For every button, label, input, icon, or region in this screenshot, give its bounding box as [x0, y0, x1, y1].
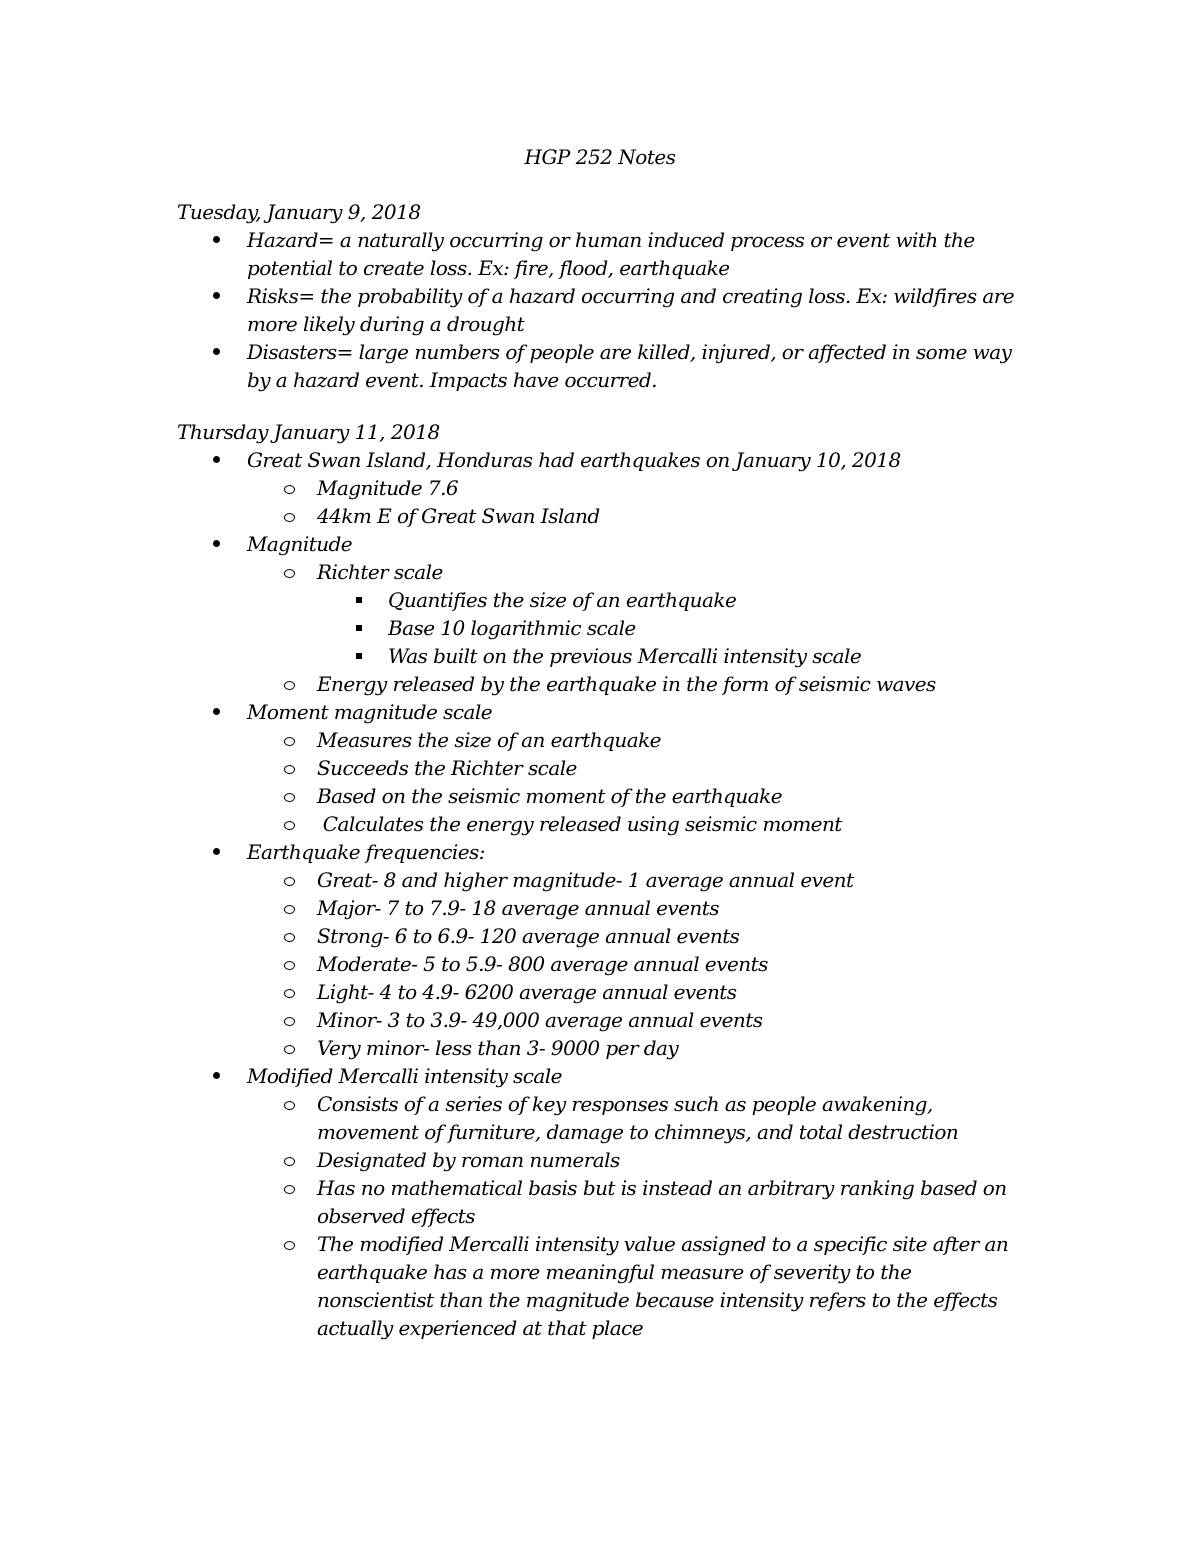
list-item	[0, 978, 1200, 1006]
list-item-text: Richter scale	[317, 560, 443, 584]
list-item-text: Magnitude 7.6	[317, 476, 459, 500]
list-item	[0, 614, 1200, 642]
bullet-circle-icon	[283, 558, 297, 586]
bullet-circle-icon	[283, 978, 297, 1006]
bullet-circle-icon	[283, 894, 297, 922]
list-item-text: Designated by roman numerals	[317, 1148, 620, 1172]
list-item	[0, 894, 1200, 922]
list-item-text: The modified Mercalli intensity value assigned to a specific site after an earthquake has a more meaningful measure of severity to the nonscientist than the magnitude because intensity refers to the effects actually experienced at that place	[317, 1232, 1009, 1340]
list-item-text: Consists of a series of key responses such as people awakening, movement of furniture, damage to chimneys, and total destruction	[317, 1092, 959, 1144]
list-item	[0, 698, 1200, 726]
list-item	[0, 1174, 1200, 1230]
list-item	[0, 446, 1200, 474]
bullet-circle-icon	[283, 1146, 297, 1174]
bullet-dot-icon	[212, 226, 222, 254]
list-item	[0, 502, 1200, 530]
list-item-text: Very minor- less than 3- 9000 per day	[317, 1036, 679, 1060]
bullet-circle-icon	[283, 810, 297, 838]
bullet-circle-icon	[283, 866, 297, 894]
list-item-text: Modified Mercalli intensity scale	[247, 1064, 562, 1088]
list-item	[0, 1034, 1200, 1062]
list-item-text: Moment magnitude scale	[247, 700, 492, 724]
list-item-text: Risks= the probability of a hazard occurring and creating loss. Ex: wildfires are more likely during a drought	[247, 284, 1015, 336]
list-item	[0, 226, 1200, 282]
list-item	[0, 838, 1200, 866]
list-item	[0, 754, 1200, 782]
bullet-dot-icon	[212, 698, 222, 726]
list-item	[0, 922, 1200, 950]
list-item-text: Has no mathematical basis but is instead an arbitrary ranking based on observed effects	[317, 1176, 1007, 1228]
list-item-text: Energy released by the earthquake in the form of seismic waves	[317, 672, 936, 696]
list-item-text: Magnitude	[247, 532, 353, 556]
list-item-text: Measures the size of an earthquake	[317, 728, 661, 752]
list-item	[0, 1230, 1200, 1342]
bullet-dot-icon	[212, 838, 222, 866]
list-item-text: Quantifies the size of an earthquake	[388, 588, 737, 612]
bullet-circle-icon	[283, 1034, 297, 1062]
list-item	[0, 810, 1200, 838]
bullet-dot-icon	[212, 530, 222, 558]
section-date-thursday: Thursday January 11, 2018	[177, 420, 440, 444]
list-item-text: Minor- 3 to 3.9- 49,000 average annual events	[317, 1008, 763, 1032]
list-item-text: Based on the seismic moment of the earthquake	[317, 784, 782, 808]
list-item	[0, 670, 1200, 698]
list-item-text: Calculates the energy released using seismic moment	[317, 812, 842, 836]
list-item-text: Hazard= a naturally occurring or human induced process or event with the potential to create loss. Ex: fire, flood, earthquake	[247, 228, 975, 280]
list-item-text: Succeeds the Richter scale	[317, 756, 577, 780]
list-item	[0, 558, 1200, 586]
bullet-dot-icon	[212, 1062, 222, 1090]
list-item-text: Was built on the previous Mercalli intensity scale	[388, 644, 862, 668]
list-item	[0, 530, 1200, 558]
list-item	[0, 1146, 1200, 1174]
list-item	[0, 338, 1200, 394]
bullet-circle-icon	[283, 474, 297, 502]
list-item	[0, 474, 1200, 502]
list-item	[0, 950, 1200, 978]
list-item	[0, 1006, 1200, 1034]
bullet-circle-icon	[283, 922, 297, 950]
list-item	[0, 726, 1200, 754]
bullet-square-icon	[355, 614, 365, 642]
document-title: HGP 252 Notes	[524, 145, 676, 169]
notes-list-tuesday	[0, 226, 1200, 394]
list-item	[0, 1090, 1200, 1146]
bullet-circle-icon	[283, 1174, 297, 1202]
list-item-text: Moderate- 5 to 5.9- 800 average annual events	[317, 952, 768, 976]
notes-list-thursday	[0, 446, 1200, 1342]
list-item-text: 44km E of Great Swan Island	[317, 504, 600, 528]
list-item-text: Great Swan Island, Honduras had earthquakes on January 10, 2018	[247, 448, 901, 472]
bullet-circle-icon	[283, 502, 297, 530]
list-item	[0, 1062, 1200, 1090]
bullet-circle-icon	[283, 950, 297, 978]
list-item-text: Strong- 6 to 6.9- 120 average annual events	[317, 924, 740, 948]
bullet-circle-icon	[283, 1006, 297, 1034]
list-item	[0, 282, 1200, 338]
bullet-square-icon	[355, 586, 365, 614]
list-item	[0, 866, 1200, 894]
bullet-dot-icon	[212, 446, 222, 474]
bullet-dot-icon	[212, 282, 222, 310]
bullet-circle-icon	[283, 782, 297, 810]
list-item-text: Earthquake frequencies:	[247, 840, 485, 864]
bullet-circle-icon	[283, 1230, 297, 1258]
list-item-text: Light- 4 to 4.9- 6200 average annual events	[317, 980, 737, 1004]
bullet-square-icon	[355, 642, 365, 670]
bullet-dot-icon	[212, 338, 222, 366]
bullet-circle-icon	[283, 670, 297, 698]
bullet-circle-icon	[283, 1090, 297, 1118]
bullet-circle-icon	[283, 726, 297, 754]
list-item	[0, 586, 1200, 614]
list-item-text: Great- 8 and higher magnitude- 1 average annual event	[317, 868, 854, 892]
list-item-text: Major- 7 to 7.9- 18 average annual events	[317, 896, 719, 920]
list-item	[0, 642, 1200, 670]
bullet-circle-icon	[283, 754, 297, 782]
section-date-tuesday: Tuesday, January 9, 2018	[177, 200, 421, 224]
list-item-text: Base 10 logarithmic scale	[388, 616, 636, 640]
list-item	[0, 782, 1200, 810]
list-item-text: Disasters= large numbers of people are killed, injured, or affected in some way by a hazard event. Impacts have occurred.	[247, 340, 1012, 392]
